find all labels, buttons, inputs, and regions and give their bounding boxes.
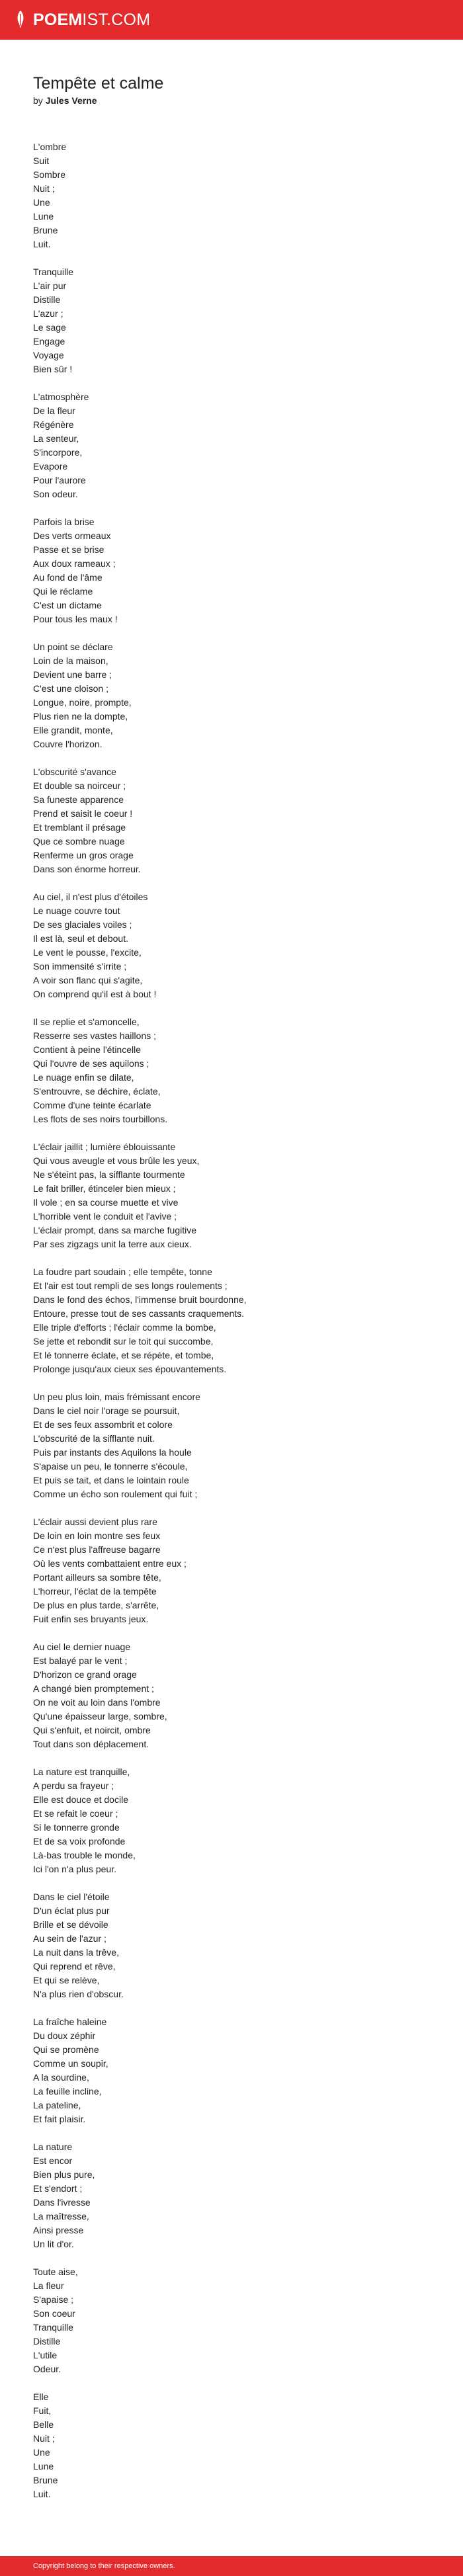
poem-line: C'est un dictame (33, 600, 102, 610)
poem-line: A changé bien promptement ; (33, 1683, 154, 1694)
poem-line: Le vent le pousse, l'excite, (33, 947, 142, 958)
stanza (33, 390, 443, 501)
stanza (33, 2140, 443, 2251)
poem-line: Bien plus pure, (33, 2169, 95, 2180)
poem-line: Au ciel le dernier nuage (33, 1641, 131, 1652)
poem-line: Bien sûr ! (33, 364, 73, 374)
stanza (33, 1015, 443, 1126)
copyright-text: Copyright belong to their respective owners. (33, 2562, 175, 2570)
poem-line: S'apaise un peu, le tonnerre s'écoule, (33, 1461, 188, 1472)
poem-line: L'atmosphère (33, 392, 89, 402)
poem-line: Comme un écho son roulement qui fuit ; (33, 1489, 198, 1499)
poem-line: Parfois la brise (33, 517, 95, 527)
poem-line: Un lit d'or. (33, 2239, 74, 2249)
poem-line: A voir son flanc qui s'agite, (33, 975, 143, 985)
stanza (33, 265, 443, 376)
poem-line: Tranquille (33, 2322, 73, 2333)
poem-line: L'utile (33, 2350, 58, 2360)
poem-byline (33, 95, 443, 106)
poem-line: Passe et se brise (33, 544, 105, 555)
poem-line: Portant ailleurs sa sombre tête, (33, 1572, 161, 1583)
poem-line: Qui vous aveugle et vous brûle les yeux, (33, 1155, 200, 1166)
poem-line: Puis par instants des Aquilons la houle (33, 1447, 192, 1458)
poem-line: L'éclair jaillit ; lumière éblouissante (33, 1142, 176, 1152)
poem-line: Distille (33, 294, 61, 305)
poem-line: Resserre ses vastes haillons ; (33, 1030, 156, 1041)
stanza (33, 765, 443, 876)
stanza (33, 1515, 443, 1626)
poem-line: Et double sa noirceur ; (33, 780, 126, 791)
poem-line: Suit (33, 155, 50, 166)
poem-line: Ainsi presse (33, 2225, 84, 2235)
poem-line: Se jette et rebondit sur le toit qui succombe, (33, 1336, 214, 1347)
poem-line: Devient une barre ; (33, 669, 112, 680)
poem-line: Renferme un gros orage (33, 850, 134, 860)
poem-content (33, 74, 443, 2515)
poem-line: Qu'une épaisseur large, sombre, (33, 1711, 167, 1722)
poem-line: Régénère (33, 419, 74, 430)
poem-line: Prolonge jusqu'aux cieux ses épouvantements. (33, 1364, 227, 1374)
poem-line: L'horreur, l'éclat de la tempête (33, 1586, 157, 1597)
poem-line: L'air pur (33, 280, 67, 291)
poem-line: Belle (33, 2419, 54, 2430)
poem-line: Prend et saisit le coeur ! (33, 808, 133, 819)
poem-line: Contient à peine l'étincelle (33, 1044, 142, 1055)
stanza (33, 1390, 443, 1501)
poem-line: Les flots de ses noirs tourbillons. (33, 1114, 168, 1124)
poem-line: Elle est douce et docile (33, 1794, 128, 1805)
poem-line: La nuit dans la trêve, (33, 1947, 119, 1958)
poem-title: Tempête et calme (33, 74, 164, 93)
poem-line: Entoure, presse tout de ses cassants craquements. (33, 1308, 245, 1319)
poem-line: L'horrible vent le conduit et l'avive ; (33, 1211, 177, 1222)
poem-line: Et s'endort ; (33, 2183, 83, 2194)
poem-line: Par ses zigzags unit la terre aux cieux. (33, 1239, 192, 1249)
stanza (33, 890, 443, 1001)
poem-line: Est balayé par le vent ; (33, 1655, 128, 1666)
stanza (33, 1890, 443, 2001)
poem-line: S'apaise ; (33, 2294, 74, 2305)
poem-line: L'ombre (33, 142, 67, 152)
poem-line: Plus rien ne la dompte, (33, 711, 128, 722)
poem-line: Lune (33, 2461, 54, 2472)
poem-line: De plus en plus tarde, s'arrête, (33, 1600, 159, 1610)
poem-line: On comprend qu'il est à bout ! (33, 989, 157, 999)
poem-line: Couvre l'horizon. (33, 739, 103, 749)
poem-line: La feuille incline, (33, 2086, 102, 2097)
poem-line: Dans son énorme horreur. (33, 864, 141, 874)
poem-line: Fuit enfin ses bruyants jeux. (33, 1614, 149, 1624)
poem-line: Dans le ciel noir l'orage se poursuit, (33, 1405, 180, 1416)
poem-line: La senteur, (33, 433, 79, 444)
poem-line: Evapore (33, 461, 68, 472)
poem-line: Et puis se tait, et dans le lointain roule (33, 1475, 189, 1485)
poem-line: Qui reprend et rêve, (33, 1961, 116, 1972)
poem-line: Ici l'on n'a plus peur. (33, 1864, 116, 1874)
poem-line: Qui l'ouvre de ses aquilons ; (33, 1058, 149, 1069)
poem-line: L'éclair aussi devient plus rare (33, 1517, 157, 1527)
poem-line: Comme un soupir, (33, 2058, 108, 2069)
poem-line: La fraîche haleine (33, 2016, 107, 2027)
poem-line: Brune (33, 225, 58, 235)
poem-line: Nuit ; (33, 2433, 55, 2444)
quill-pen-icon (13, 10, 28, 30)
poem-line: Est encor (33, 2155, 73, 2166)
poem-line: On ne voit au loin dans l'ombre (33, 1697, 161, 1708)
poem-line: Toute aise, (33, 2266, 78, 2277)
poem-line: De loin en loin montre ses feux (33, 1530, 161, 1541)
stanza (33, 515, 443, 626)
poem-line: D'un éclat plus pur (33, 1905, 110, 1916)
poem-line: Elle grandit, monte, (33, 725, 113, 735)
poem-line: De ses glaciales voiles ; (33, 919, 132, 930)
poem-line: Des verts ormeaux (33, 530, 111, 541)
poem-line: Où les vents combattaient entre eux ; (33, 1558, 187, 1569)
poem-line: Pour tous les maux ! (33, 614, 118, 624)
stanza (33, 1640, 443, 1751)
stanza (33, 2390, 443, 2501)
poem-line: Un peu plus loin, mais frémissant encore (33, 1392, 200, 1402)
stanza (33, 1765, 443, 1876)
poem-line: Elle triple d'efforts ; l'éclair comme la bombe, (33, 1322, 216, 1333)
poem-line: Loin de la maison, (33, 655, 108, 666)
poem-line: Odeur. (33, 2364, 62, 2374)
poem-line: Et lé tonnerre éclate, et se répète, et tombe, (33, 1350, 214, 1360)
poem-line: Distille (33, 2336, 61, 2347)
poem-line: Dans le ciel l'étoile (33, 1891, 110, 1902)
poem-line: Le sage (33, 322, 66, 333)
poem-line: Longue, noire, prompte, (33, 697, 132, 708)
stanza (33, 1265, 443, 1376)
poem-line: D'horizon ce grand orage (33, 1669, 137, 1680)
poem-line: Son immensité s'irrite ; (33, 961, 127, 972)
poem-line: Tranquille (33, 267, 73, 277)
poem-line: Son odeur. (33, 489, 78, 499)
poem-line: Il vole ; en sa course muette et vive (33, 1197, 179, 1208)
stanza (33, 2265, 443, 2376)
poem-line: Sombre (33, 169, 66, 180)
poem-line: Un point se déclare (33, 642, 113, 652)
poem-line: Il se replie et s'amoncelle, (33, 1017, 140, 1027)
poem-line: Là-bas trouble le monde, (33, 1850, 136, 1860)
poem-line: La maîtresse, (33, 2211, 89, 2222)
poem-line: La fleur (33, 2280, 64, 2291)
poem-line: Et qui se relève, (33, 1975, 100, 1985)
poem-line: Luit. (33, 239, 51, 249)
poem-line: Tout dans son déplacement. (33, 1739, 149, 1749)
poem-line: Son coeur (33, 2308, 75, 2319)
poem-line: Luit. (33, 2489, 51, 2499)
poem-line: A perdu sa frayeur ; (33, 1780, 114, 1791)
poem-line: S'incorpore, (33, 447, 83, 458)
logo-text-ist: IST.COM (82, 10, 151, 29)
poem-line: La nature est tranquille, (33, 1766, 130, 1777)
stanza (33, 2015, 443, 2126)
poem-line: Voyage (33, 350, 64, 360)
poem-line: La foudre part soudain ; elle tempête, tonne (33, 1267, 212, 1277)
poem-line: Brille et se dévoile (33, 1919, 108, 1930)
poem-line: Qui le réclame (33, 586, 93, 597)
poem-line: Fuit, (33, 2405, 52, 2416)
poem-line: Et de sa voix profonde (33, 1836, 126, 1847)
poem-line: Qui se promène (33, 2044, 99, 2055)
poem-line: Ne s'éteint pas, la sifflante tourmente (33, 1169, 185, 1180)
author-name[interactable]: Jules Verne (45, 95, 97, 106)
poem-line: Qui s'enfuit, et noircit, ombre (33, 1725, 151, 1735)
poem-line: Ce n'est plus l'affreuse bagarre (33, 1544, 161, 1555)
poem-line: Lune (33, 211, 54, 222)
top-header-bar (0, 0, 463, 40)
poem-line: A la sourdine, (33, 2072, 89, 2083)
poem-line: C'est une cloison ; (33, 683, 108, 694)
poem-line: Que ce sombre nuage (33, 836, 125, 847)
poem-line: L'azur ; (33, 308, 63, 319)
stanza (33, 140, 443, 251)
poem-line: Sa funeste apparence (33, 794, 124, 805)
stanza (33, 1140, 443, 1251)
poem-line: La nature (33, 2141, 73, 2152)
poem-line: Pour l'aurore (33, 475, 86, 485)
poem-line: Il est là, seul et debout. (33, 933, 128, 944)
site-logo-link[interactable] (13, 10, 150, 30)
poem-line: Engage (33, 336, 65, 347)
logo-text-poem: POEM (33, 10, 83, 29)
poem-line: Elle (33, 2391, 49, 2402)
poem-line: Le fait briller, étinceler bien mieux ; (33, 1183, 176, 1194)
poem-line: Du doux zéphir (33, 2030, 96, 2041)
poem-body (33, 140, 443, 2501)
poem-line: Une (33, 2447, 50, 2458)
poem-line: Le nuage enfin se dilate, (33, 1072, 134, 1083)
poem-line: Au fond de l'âme (33, 572, 103, 583)
poem-line: La pateline, (33, 2100, 81, 2110)
poem-line: De la fleur (33, 405, 75, 416)
poem-line: Dans l'ivresse (33, 2197, 91, 2208)
footer-bar (0, 2556, 463, 2576)
poem-line: Brune (33, 2475, 58, 2485)
by-label: by (33, 95, 43, 106)
poem-line: Le nuage couvre tout (33, 905, 120, 916)
poem-line: Si le tonnerre gronde (33, 1822, 120, 1833)
poem-line: Nuit ; (33, 183, 55, 194)
poem-line: Et se refait le coeur ; (33, 1808, 118, 1819)
poem-line: L'éclair prompt, dans sa marche fugitive (33, 1225, 197, 1235)
poem-line: Comme d'une teinte écarlate (33, 1100, 151, 1110)
poem-line: Dans le fond des échos, l'immense bruit bourdonne, (33, 1294, 247, 1305)
poem-line: S'entrouvre, se déchire, éclate, (33, 1086, 161, 1097)
poem-line: L'obscurité de la sifflante nuit. (33, 1433, 155, 1444)
poem-line: Et tremblant il présage (33, 822, 126, 833)
poem-line: L'obscurité s'avance (33, 767, 116, 777)
poem-line: Et l'air est tout rempli de ses longs roulements ; (33, 1280, 228, 1291)
poem-line: Et de ses feux assombrit et colore (33, 1419, 173, 1430)
poem-line: Une (33, 197, 50, 208)
stanza (33, 640, 443, 751)
poem-line: Aux doux rameaux ; (33, 558, 116, 569)
poem-line: Et fait plaisir. (33, 2114, 86, 2124)
poem-line: Au sein de l'azur ; (33, 1933, 106, 1944)
poem-line: N'a plus rien d'obscur. (33, 1989, 124, 1999)
poem-line: Au ciel, il n'est plus d'étoiles (33, 892, 148, 902)
